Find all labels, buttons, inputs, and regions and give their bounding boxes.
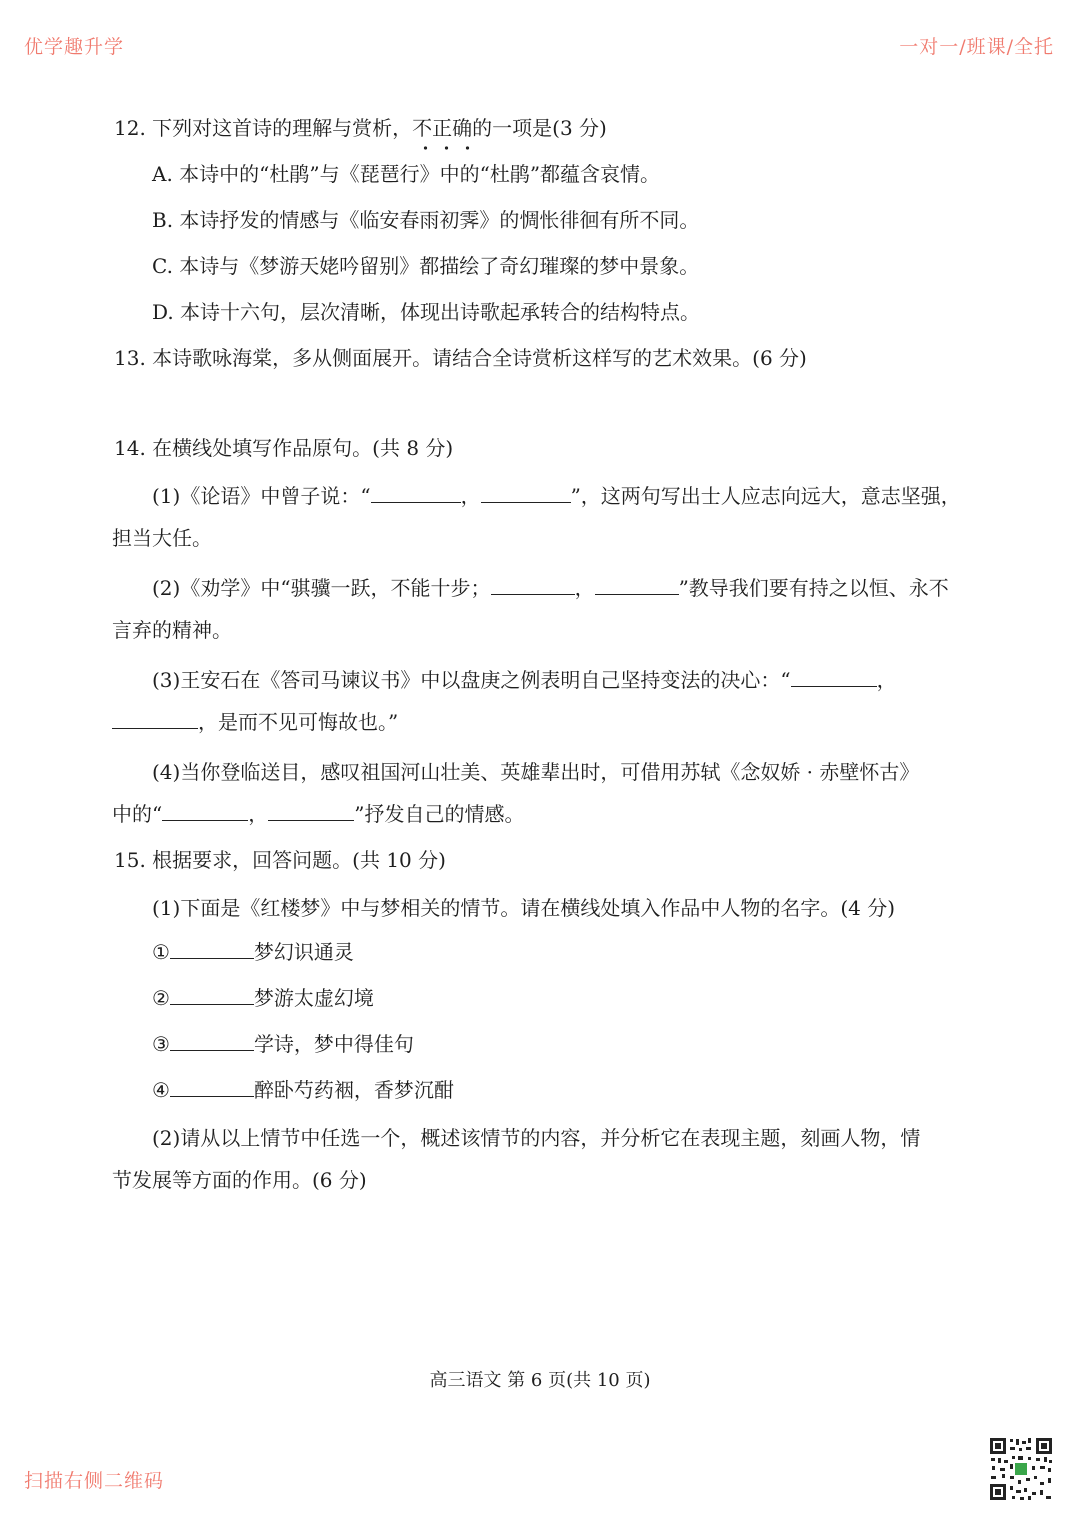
q12-option-d: D. 本诗十六句，层次清晰，体现出诗歌起承转合的结构特点。 xyxy=(152,300,701,324)
q15-item-4-blank[interactable] xyxy=(170,1078,254,1097)
q14-s2-text-a: (2)《劝学》中“骐骥一跃，不能十步； xyxy=(152,576,491,600)
q12-emphasis: 不正确 xyxy=(412,116,473,140)
q14-s2-blank-1[interactable] xyxy=(491,576,575,595)
q15-item-4-text: 醉卧芍药裀，香梦沉酣 xyxy=(253,1078,454,1102)
q15-item-4-num: ④ xyxy=(152,1078,170,1102)
q14-s3-blank-2[interactable] xyxy=(112,710,198,729)
q14-s1-blank-1[interactable] xyxy=(371,484,461,503)
q12-suffix: 的一项是(3 分) xyxy=(472,116,607,140)
q14-s1-line2: 担当大任。 xyxy=(112,526,212,550)
q15-item-3-num: ③ xyxy=(152,1032,170,1056)
q14-s3-text-c: ，是而不见可悔故也。” xyxy=(198,710,399,734)
qr-code-icon[interactable] xyxy=(988,1436,1054,1502)
watermark-top-right: 一对一/班课/全托 xyxy=(899,36,1054,58)
q14-s4-blank-1[interactable] xyxy=(162,802,248,821)
q15-item-3-text: 学诗，梦中得佳句 xyxy=(253,1032,414,1056)
q13-stem: 13. 本诗歌咏海棠，多从侧面展开。请结合全诗赏析这样写的艺术效果。(6 分) xyxy=(114,346,807,370)
q15-item-4 xyxy=(152,1076,454,1104)
q14-s3-blank-1[interactable] xyxy=(791,668,877,687)
watermark-bottom-left: 扫描右侧二维码 xyxy=(24,1470,165,1492)
q14-title: 14. 在横线处填写作品原句。(共 8 分) xyxy=(114,436,454,460)
watermark-top-left: 优学趣升学 xyxy=(24,36,125,58)
q14-s3-text-b: ， xyxy=(876,668,897,692)
q15-item-1 xyxy=(152,938,354,966)
q15-part1: (1)下面是《红楼梦》中与梦相关的情节。请在横线处填入作品中人物的名字。(4 分) xyxy=(152,896,896,920)
q15-part2-line2: 节发展等方面的作用。(6 分) xyxy=(112,1168,367,1192)
q14-s3-text-a: (3)王安石在《答司马谏议书》中以盘庚之例表明自己坚持变法的决心：“ xyxy=(152,668,791,692)
q15-item-2-num: ② xyxy=(152,986,170,1010)
q14-s2-blank-2[interactable] xyxy=(595,576,679,595)
q14-s1-text-b: ， xyxy=(460,484,481,508)
q15-item-3 xyxy=(152,1030,414,1058)
q15-title: 15. 根据要求，回答问题。(共 10 分) xyxy=(114,848,446,872)
q14-s4-line2 xyxy=(112,800,524,828)
q12-option-c: C. 本诗与《梦游天姥吟留别》都描绘了奇幻璀璨的梦中景象。 xyxy=(152,254,700,278)
q15-item-2 xyxy=(152,984,374,1012)
q15-item-1-blank[interactable] xyxy=(170,940,254,959)
q14-s4-text-d: ”抒发自己的情感。 xyxy=(354,802,525,826)
q14-s3-line2 xyxy=(112,708,398,736)
q14-s1-text-a: (1)《论语》中曾子说：“ xyxy=(152,484,371,508)
q12-prefix: 12. 下列对这首诗的理解与赏析， xyxy=(114,116,413,140)
q14-s4-blank-2[interactable] xyxy=(268,802,354,821)
q14-s3-line1 xyxy=(152,666,897,694)
q15-item-1-text: 梦幻识通灵 xyxy=(253,940,354,964)
q14-s1-blank-2[interactable] xyxy=(481,484,571,503)
q14-s4-text-c: ， xyxy=(248,802,269,826)
q15-item-2-text: 梦游太虚幻境 xyxy=(253,986,374,1010)
page-footer: 高三语文 第 6 页(共 10 页) xyxy=(429,1370,651,1391)
q14-s2-line2: 言弃的精神。 xyxy=(112,618,232,642)
q14-s2-text-b: ， xyxy=(574,576,595,600)
q15-item-2-blank[interactable] xyxy=(170,986,254,1005)
q14-s4-text-b: 中的“ xyxy=(112,802,163,826)
q12-option-b: B. 本诗抒发的情感与《临安春雨初霁》的惆怅徘徊有所不同。 xyxy=(152,208,700,232)
q14-s2-line1 xyxy=(152,574,949,602)
q14-s1-line1 xyxy=(152,482,961,510)
q14-s1-text-c: ”，这两句写出士人应志向远大，意志坚强， xyxy=(570,484,961,508)
q12-stem xyxy=(114,114,607,142)
q12-option-a: A. 本诗中的“杜鹃”与《琵琶行》中的“杜鹃”都蕴含哀情。 xyxy=(152,162,661,186)
q15-item-3-blank[interactable] xyxy=(170,1032,254,1051)
q15-item-1-num: ① xyxy=(152,940,170,964)
q14-s4-line1: (4)当你登临送目，感叹祖国河山壮美、英雄辈出时，可借用苏轼《念奴娇 · 赤壁怀古》 xyxy=(152,760,920,784)
q14-s2-text-c: ”教导我们要有持之以恒、永不 xyxy=(678,576,949,600)
q15-part2-line1: (2)请从以上情节中任选一个，概述该情节的内容，并分析它在表现主题，刻画人物，情 xyxy=(152,1126,921,1150)
